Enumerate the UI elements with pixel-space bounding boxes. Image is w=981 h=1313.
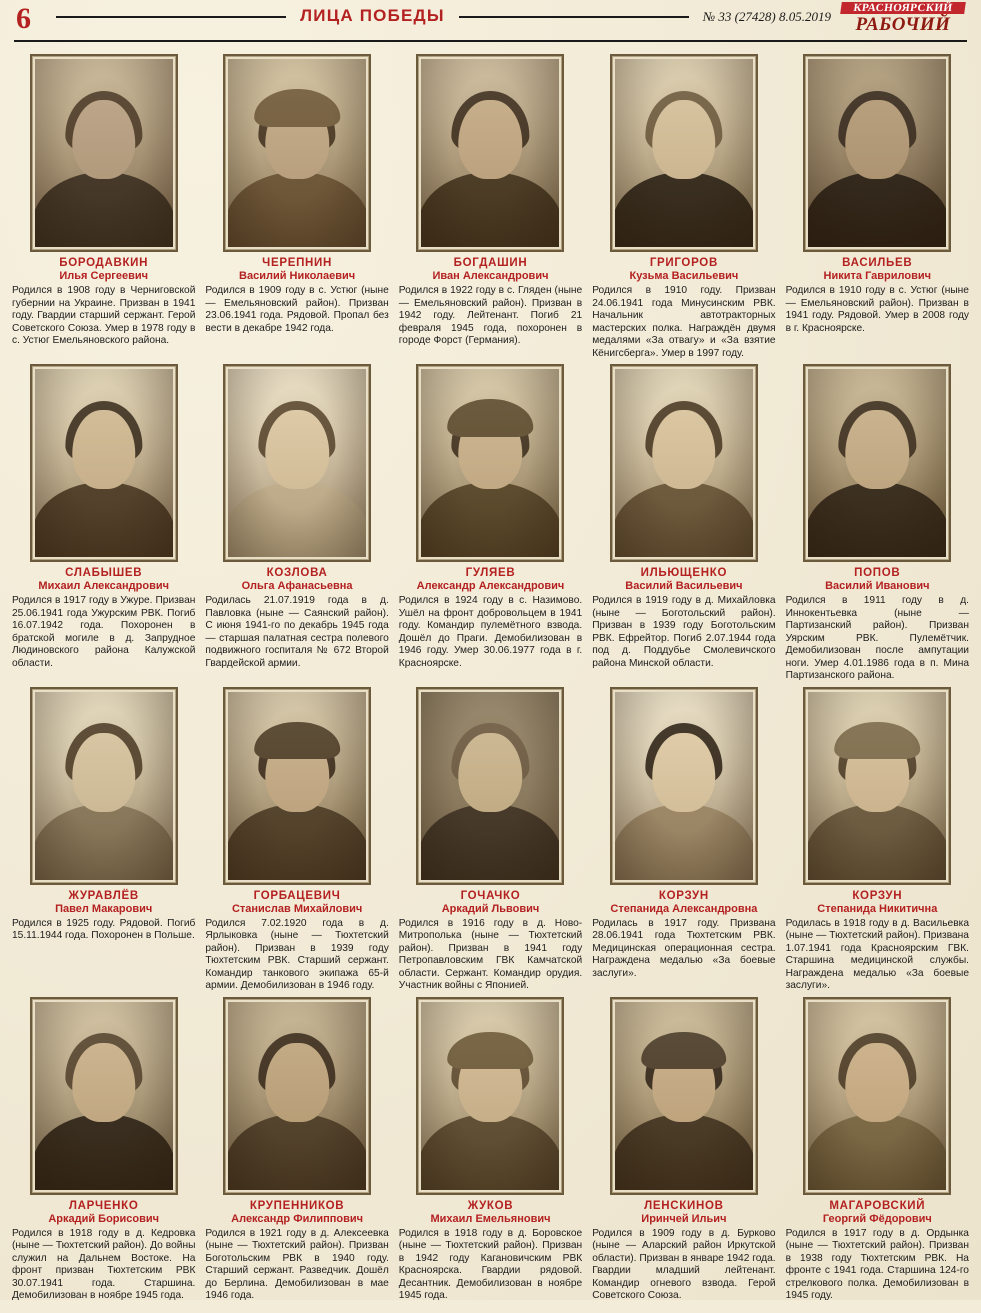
portrait-photo bbox=[421, 59, 559, 247]
person-firstname: Кузьма Васильевич bbox=[629, 270, 739, 283]
person-surname: ЛАРЧЕНКО bbox=[68, 1199, 139, 1212]
photo-vignette bbox=[421, 369, 559, 557]
portrait-photo bbox=[35, 692, 173, 880]
person-surname: ЛЕНСКИНОВ bbox=[644, 1199, 724, 1212]
portrait-photo bbox=[228, 59, 366, 247]
person-biography: Родился в 1925 году. Рядовой. Погиб 15.11.1944 года. Похоронен в Польше. bbox=[12, 917, 196, 942]
portrait-photo bbox=[808, 692, 946, 880]
person-surname: ГУЛЯЕВ bbox=[465, 567, 516, 580]
person-firstname: Аркадий Борисович bbox=[48, 1212, 160, 1225]
photo-vignette bbox=[421, 692, 559, 880]
photo-frame bbox=[223, 364, 371, 562]
photo-frame bbox=[30, 364, 178, 562]
portrait-photo bbox=[35, 1002, 173, 1190]
photo-vignette bbox=[421, 59, 559, 247]
person-firstname: Станислав Михайлович bbox=[231, 902, 363, 915]
portrait-entry bbox=[205, 54, 388, 360]
person-firstname: Василий Николаевич bbox=[239, 270, 356, 283]
person-biography: Родился в 1910 году в с. Устюг (ныне — Емельяновский район). Призван в 1941 году. Рядовой. Умер в 2008 году в г. Красноярске. bbox=[785, 285, 969, 334]
photo-vignette bbox=[615, 1002, 753, 1190]
photo-vignette bbox=[35, 1002, 173, 1190]
person-firstname: Никита Гаврилович bbox=[823, 270, 932, 283]
person-surname: КОРЗУН bbox=[852, 889, 903, 902]
person-firstname: Иринчей Ильич bbox=[641, 1212, 727, 1225]
portrait-entry bbox=[399, 997, 582, 1303]
portrait-photo bbox=[228, 369, 366, 557]
person-firstname: Василий Васильевич bbox=[625, 580, 743, 593]
photo-vignette bbox=[615, 369, 753, 557]
person-surname: КОЗЛОВА bbox=[266, 567, 328, 580]
portrait-photo bbox=[615, 59, 753, 247]
photo-vignette bbox=[35, 692, 173, 880]
photo-frame bbox=[416, 687, 564, 885]
person-biography: Родился 7.02.1920 года в д. Ярлыковка (ныне — Тюхтетский район). Призван в 1939 году Тюхтетским РВК. Старший сержант. Командир танкового экипажа 65-й армии. Демобилизован в 1946 году. bbox=[205, 917, 389, 992]
person-firstname: Павел Макарович bbox=[55, 902, 153, 915]
logo-line-2: РАБОЧИЙ bbox=[855, 14, 951, 35]
photo-frame bbox=[610, 997, 758, 1195]
person-biography: Родился в 1910 году. Призван 24.06.1941 года Минусинским РВК. Начальник автотракторных мастерских полка. Награждён двумя медалями «За отвагу» и «За взятие Кёнигсберга». Умер в 1997 году. bbox=[592, 285, 776, 359]
portrait-photo bbox=[421, 1002, 559, 1190]
person-biography: Родился в 1916 году в д. Ново-Митрополька (ныне — Тюхтетский район). Призван в 1941 году Петропавловским ГВК Камчатской области. Сержант. Командир орудия. Участник войны с Японией. bbox=[398, 917, 583, 992]
portrait-entry bbox=[592, 54, 775, 360]
issue-info: № 33 (27428) 8.05.2019 bbox=[702, 8, 832, 24]
person-surname: КОРЗУН bbox=[658, 889, 709, 902]
photo-frame bbox=[30, 687, 178, 885]
photo-vignette bbox=[615, 59, 753, 247]
rule-right bbox=[459, 16, 689, 18]
portrait-entry bbox=[786, 997, 969, 1303]
person-firstname: Александр Филиппович bbox=[231, 1212, 364, 1225]
person-biography: Родился в 1919 году в д. Михайловка (ныне — Боготольский район). Призван в 1939 году Боготольским РВК. Ефрейтор. Погиб 2.07.1944 года под д. Поддубье Смолевичского района Минской области. bbox=[592, 595, 776, 669]
portrait-photo bbox=[808, 369, 946, 557]
portrait-photo bbox=[615, 692, 753, 880]
photo-vignette bbox=[35, 369, 173, 557]
portrait-entry bbox=[205, 364, 388, 682]
person-biography: Родился в 1917 году в Ужуре. Призван 25.06.1941 года Ужурским РВК. Погиб 16.07.1942 года. Похоронен в братской могиле в д. Запрудное Людиновского района Калужской области. bbox=[12, 595, 196, 669]
photo-vignette bbox=[808, 59, 946, 247]
photo-frame bbox=[30, 54, 178, 252]
photo-vignette bbox=[808, 369, 946, 557]
portrait-photo bbox=[228, 692, 366, 880]
masthead bbox=[0, 0, 981, 48]
portrait-photo bbox=[808, 59, 946, 247]
photo-frame bbox=[416, 364, 564, 562]
person-surname: ПОПОВ bbox=[854, 567, 901, 580]
portrait-entry bbox=[12, 364, 195, 682]
person-firstname: Георгий Фёдорович bbox=[822, 1212, 932, 1225]
photo-vignette bbox=[808, 1002, 946, 1190]
person-firstname: Аркадий Львович bbox=[441, 902, 540, 915]
person-firstname: Илья Сергеевич bbox=[59, 270, 149, 283]
portrait-entry bbox=[205, 687, 388, 993]
person-biography: Родился в 1921 году в д. Алексеевка (ныне — Тюхтетский район). Призван Боготольским РВК в 1940 году. Старший сержант. Разведчик. Дошёл до Берлина. Демобилизован в мае 1946 года. bbox=[205, 1227, 389, 1302]
person-surname: ГОЧАЧКО bbox=[460, 889, 521, 902]
person-surname: ЖУКОВ bbox=[467, 1199, 514, 1212]
person-firstname: Александр Александрович bbox=[416, 580, 565, 593]
masthead-center bbox=[56, 0, 841, 26]
portrait-entry bbox=[399, 687, 582, 993]
portrait-entry bbox=[592, 687, 775, 993]
person-surname: ЖУРАВЛЁВ bbox=[68, 889, 139, 902]
person-firstname: Михаил Емельянович bbox=[430, 1212, 551, 1225]
photo-frame bbox=[610, 687, 758, 885]
person-biography: Родилась 21.07.1919 года в д. Павловка (ныне — Саянский район). С июня 1941-го по декабрь 1945 года — старшая палатная сестра полевого подвижного госпиталя № 672 Второй Гвардейской армии. bbox=[205, 595, 389, 669]
person-biography: Родился в 1909 году в с. Устюг (ныне — Емельяновский район). Призван 23.06.1941 года. Рядовой. Пропал без вести в декабре 1942 года. bbox=[205, 285, 389, 334]
photo-vignette bbox=[228, 692, 366, 880]
person-biography: Родилась в 1918 году в д. Васильевка (ныне — Тюхтетский район). Призвана 1.07.1941 года Красноярским ГВК. Старшина медицинской службы. Награждена медалью «За боевые заслуги». bbox=[785, 917, 969, 992]
page-number: 6 bbox=[16, 2, 31, 35]
person-surname: ВАСИЛЬЕВ bbox=[842, 257, 913, 269]
portrait-photo bbox=[35, 369, 173, 557]
portrait-entry bbox=[786, 54, 969, 360]
portrait-grid bbox=[0, 48, 981, 1313]
photo-vignette bbox=[35, 59, 173, 247]
photo-frame bbox=[803, 364, 951, 562]
rule-left bbox=[56, 16, 286, 18]
person-biography: Родился в 1911 году в д. Иннокентьевка (ныне — Партизанский район). Призван Уярским РВК. Пулемётчик. Демобилизован после ампутации ноги. Умер 4.01.1986 года в п. Мина Партизанского района. bbox=[785, 595, 969, 682]
person-surname: ИЛЬЮЩЕНКО bbox=[640, 567, 728, 580]
portrait-entry bbox=[399, 54, 582, 360]
photo-frame bbox=[416, 54, 564, 252]
photo-frame bbox=[223, 54, 371, 252]
portrait-photo bbox=[421, 692, 559, 880]
person-biography: Родился в 1908 году в Черниговской губернии на Украине. Призван в 1941 году. Гвардии старший сержант. Герой Советского Союза. Умер в 1978 году в с. Устюг Емельяновского района. bbox=[12, 285, 196, 347]
logo-line-1: КРАСНОЯРСКИЙ bbox=[840, 2, 966, 14]
portrait-photo bbox=[35, 59, 173, 247]
person-biography: Родился в 1922 году в с. Гляден (ныне — Емельяновский район). Призван в 1942 году. Лейтенант. Погиб 21 февраля 1945 года, похоронен в городе Форст (Германия). bbox=[398, 285, 583, 347]
portrait-photo bbox=[421, 369, 559, 557]
photo-frame bbox=[610, 54, 758, 252]
photo-frame bbox=[803, 997, 951, 1195]
person-firstname: Степанида Никитична bbox=[817, 902, 938, 915]
portrait-entry bbox=[786, 364, 969, 682]
portrait-entry bbox=[12, 997, 195, 1303]
masthead-underline bbox=[14, 40, 967, 42]
person-surname: БОРОДАВКИН bbox=[59, 257, 149, 269]
portrait-entry bbox=[592, 997, 775, 1303]
person-surname: МАГАРОВСКИЙ bbox=[829, 1199, 926, 1212]
photo-frame bbox=[803, 54, 951, 252]
portrait-entry bbox=[399, 364, 582, 682]
photo-frame bbox=[223, 687, 371, 885]
portrait-entry bbox=[12, 687, 195, 993]
person-biography: Родилась в 1917 году. Призвана 28.06.1941 года Тюхтетским РВК. Медицинская операционная сестра. Награждена медалью «За боевые заслуги». bbox=[592, 917, 776, 979]
photo-vignette bbox=[808, 692, 946, 880]
newspaper-logo bbox=[841, 0, 965, 34]
photo-vignette bbox=[228, 369, 366, 557]
person-surname: БОГДАШИН bbox=[453, 257, 528, 269]
photo-frame bbox=[416, 997, 564, 1195]
portrait-entry bbox=[12, 54, 195, 360]
portrait-entry bbox=[205, 997, 388, 1303]
person-biography: Родился в 1918 году в д. Кедровка (ныне — Тюхтетский район). До войны служил на Дальнем Востоке. На фронт призван Тюхтетским РВК 30.07.1941 года. Старшина. Демобилизован в ноябре 1945 года. bbox=[12, 1227, 196, 1302]
photo-vignette bbox=[421, 1002, 559, 1190]
portrait-entry bbox=[592, 364, 775, 682]
photo-vignette bbox=[228, 1002, 366, 1190]
person-firstname: Михаил Александрович bbox=[38, 580, 169, 593]
person-firstname: Ольга Афанасьевна bbox=[241, 580, 353, 593]
photo-vignette bbox=[615, 692, 753, 880]
person-surname: ЧЕРЕПНИН bbox=[262, 257, 333, 269]
person-firstname: Василий Иванович bbox=[825, 580, 930, 593]
person-biography: Родился в 1917 году в д. Ордынка (ныне — Тюхтетский район). Призван в 1938 году Тюхтетским РВК. На фронте с 1941 года. Старшина 124-го стрелкового полка. Демобилизован в 1945 году. bbox=[785, 1227, 969, 1302]
portrait-photo bbox=[615, 1002, 753, 1190]
portrait-entry bbox=[786, 687, 969, 993]
person-surname: ГРИГОРОВ bbox=[649, 257, 718, 269]
person-surname: КРУПЕННИКОВ bbox=[249, 1199, 345, 1212]
photo-frame bbox=[610, 364, 758, 562]
portrait-photo bbox=[228, 1002, 366, 1190]
person-surname: ГОРБАЦЕВИЧ bbox=[253, 889, 341, 902]
person-firstname: Иван Александрович bbox=[432, 270, 549, 283]
section-title: ЛИЦА ПОБЕДЫ bbox=[300, 6, 445, 25]
person-firstname: Степанида Александровна bbox=[610, 902, 758, 915]
person-surname: СЛАБЫШЕВ bbox=[65, 567, 143, 580]
person-biography: Родился в 1918 году в д. Боровское (ныне — Тюхтетский район). Призван в 1942 году Кагановичским РВК Красноярска. Гвардии рядовой. Десантник. Демобилизован в ноябре 1945 года. bbox=[398, 1227, 583, 1302]
photo-vignette bbox=[228, 59, 366, 247]
photo-frame bbox=[803, 687, 951, 885]
photo-frame bbox=[30, 997, 178, 1195]
person-biography: Родился в 1909 году в д. Бурково (ныне — Аларский район Иркутской области). Призван в январе 1942 года. Гвардии младший лейтенант. Командир огневого взвода. Герой Советского Союза. bbox=[592, 1227, 776, 1302]
portrait-photo bbox=[615, 369, 753, 557]
portrait-photo bbox=[808, 1002, 946, 1190]
photo-frame bbox=[223, 997, 371, 1195]
person-biography: Родился в 1924 году в с. Назимово. Ушёл на фронт добровольцем в 1941 году. Командир пулемётного взвода. Дошёл до Праги. Демобилизован в 1946 году. Умер 30.06.1977 года в г. Красноярске. bbox=[398, 595, 583, 669]
